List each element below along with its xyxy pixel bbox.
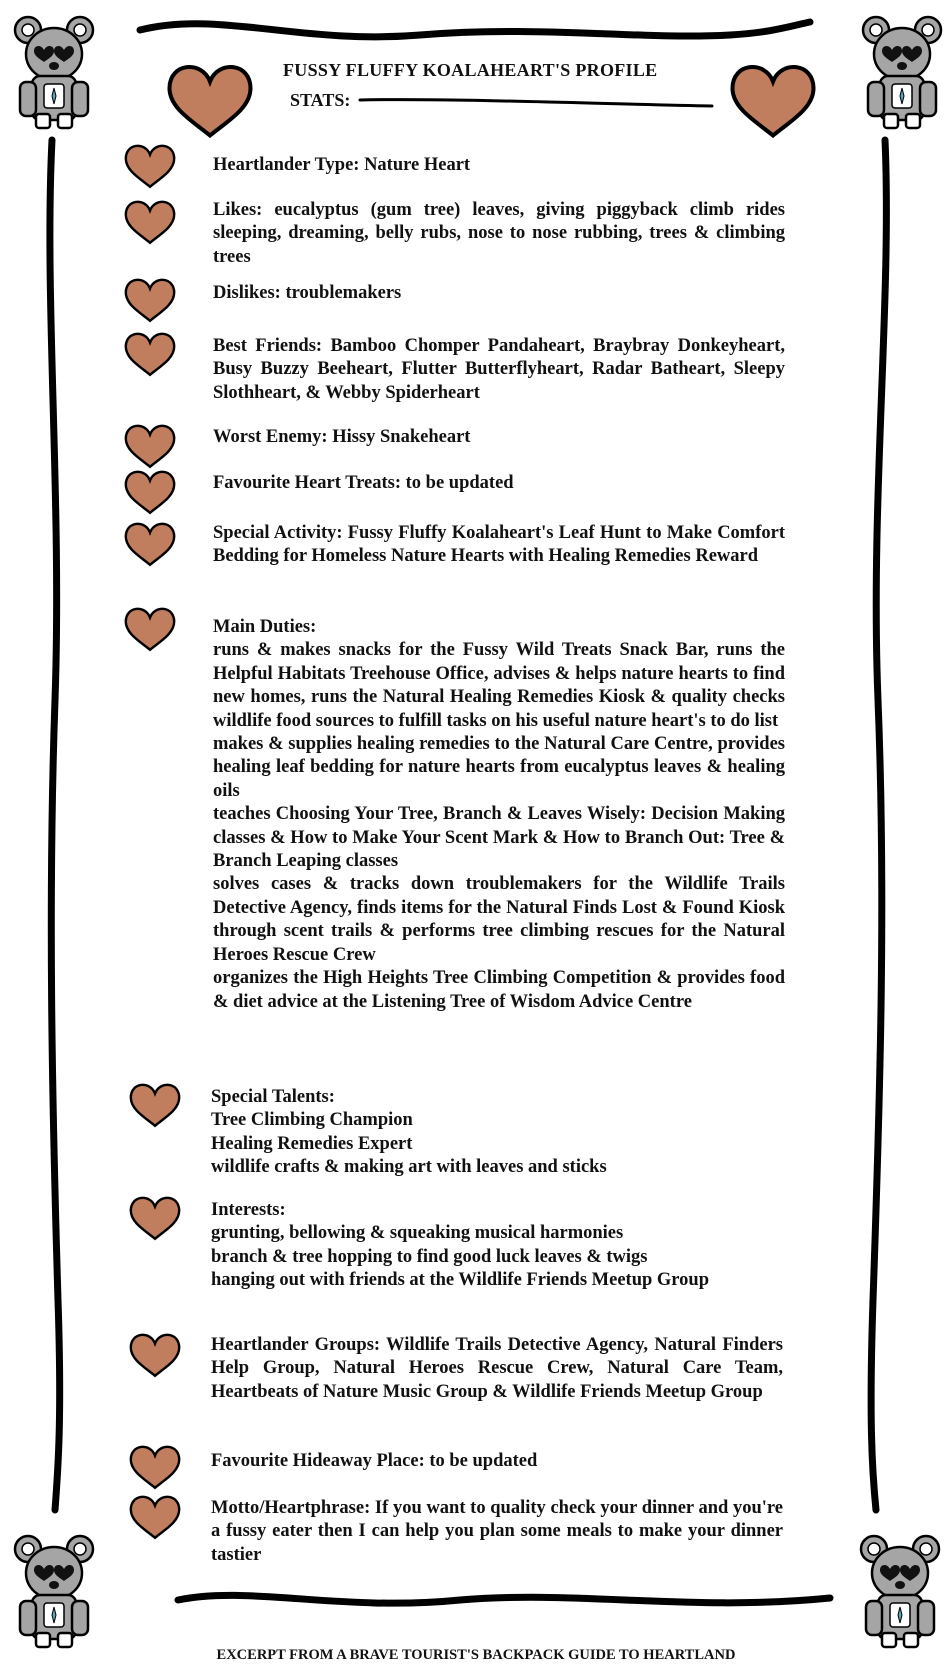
koala-icon [860,14,944,132]
bullet-heart-icon [122,603,178,653]
bullet-heart-icon [122,328,178,378]
entry-line: runs & makes snacks for the Fussy Wild Treats Snack Bar, runs the Helpful Habitats Treehouse Office, advises & helps nature hearts to find new homes, runs the Natural Healing Remedies Kiosk & quality checks wildlife food sources to fulfill tasks on his useful nature heart's to do list [213,640,785,731]
entry-line: Healing Remedies Expert [211,1133,413,1154]
bullet-heart-icon [122,196,178,246]
bullet-heart-icon [122,420,178,470]
profile-entry [211,1450,783,1473]
entry-text: Heartlander Type: Nature Heart [213,155,471,175]
profile-entry [213,282,785,305]
entry-line: teaches Choosing Your Tree, Branch & Leaves Wisely: Decision Making classes & How to Make Your Scent Mark & How to Branch Out: Tree & Branch Leaping classes [213,804,785,872]
entry-label: Main Duties: [213,617,317,637]
entry-line: organizes the High Heights Tree Climbing Competition & provides food & diet advice at the Listening Tree of Wisdom Advice Centre [213,968,785,1012]
entry-text: Dislikes: troublemakers [213,283,402,303]
entry-text: Favourite Heart Treats: to be updated [213,473,514,493]
bullet-heart-icon [122,140,178,190]
bullet-heart-icon [127,1079,183,1129]
profile-entry [211,1497,783,1567]
entry-line: solves cases & tracks down troublemakers for the Wildlife Trails Detective Agency, finds items for the Natural Finds Lost & Found Kiosk through scent trails & performs tree climbing rescues for the Natural Heroes Rescue Crew [213,874,785,965]
entry-text: Special Activity: Fussy Fluffy Koalaheart's Leaf Hunt to Make Comfort Bedding for Homeless Nature Hearts with Healing Remedies Reward [213,523,785,567]
koala-icon [858,1533,942,1651]
entry-text: Worst Enemy: Hissy Snakeheart [213,427,471,447]
entry-line: makes & supplies healing remedies to the Natural Care Centre, provides healing leaf bedding for nature hearts from eucalyptus leaves & healing oils [213,734,785,801]
koala-icon [12,14,96,132]
entry-line: wildlife crafts & making art with leaves and sticks [211,1157,607,1178]
entry-line: branch & tree hopping to find good luck leaves & twigs [211,1246,648,1267]
entry-line: hanging out with friends at the Wildlife Friends Meetup Group [211,1270,710,1291]
profile-entry [213,199,785,269]
profile-entry [211,1086,783,1180]
footer-caption: EXCERPT FROM A BRAVE TOURIST'S BACKPACK GUIDE TO HEARTLAND [216,1647,736,1663]
entry-label: Special Talents: [211,1087,335,1107]
entry-text: Best Friends: Bamboo Chomper Pandaheart, Braybray Donkeyheart, Busy Buzzy Beeheart, Flutter Butterflyheart, Radar Batheart, Sleepy Slothheart, & Webby Spiderheart [213,336,785,403]
bullet-heart-icon [122,274,178,324]
profile-entry [211,1199,783,1293]
profile-entry [213,522,785,569]
bullet-heart-icon [122,518,178,568]
header-heart-right-icon [733,67,814,136]
profile-entry [213,426,785,449]
header-heart-left-icon [170,67,251,136]
profile-entry [211,1334,783,1404]
entry-line: grunting, bellowing & squeaking musical harmonies [211,1223,624,1244]
profile-entry [213,154,785,177]
koala-icon [12,1533,96,1651]
entry-label: Interests: [211,1200,286,1220]
profile-entry [213,616,785,1014]
entry-text: Motto/Heartphrase: If you want to quality check your dinner and you're a fussy eater then I can help you plan some meals to make your dinner tastier [211,1498,783,1565]
profile-entry [213,335,785,405]
page-title: FUSSY FLUFFY KOALAHEART'S PROFILE [283,60,658,80]
bullet-heart-icon [127,1192,183,1242]
bullet-heart-icon [122,466,178,516]
bullet-heart-icon [127,1329,183,1379]
entry-text: Heartlander Groups: Wildlife Trails Detective Agency, Natural Finders Help Group, Natural Heroes Rescue Crew, Natural Care Team, Heartbeats of Nature Music Group & Wildlife Friends Meetup Group [211,1335,783,1402]
entry-text: Favourite Hideaway Place: to be updated [211,1451,538,1471]
bullet-heart-icon [127,1441,183,1491]
bullet-heart-icon [127,1491,183,1541]
profile-entry [213,472,785,495]
entry-text: Likes: eucalyptus (gum tree) leaves, giving piggyback climb rides sleeping, dreaming, belly rubs, nose to nose rubbing, trees & climbing trees [213,200,785,267]
stats-label: STATS: [290,90,351,110]
entry-line: Tree Climbing Champion [211,1110,413,1131]
